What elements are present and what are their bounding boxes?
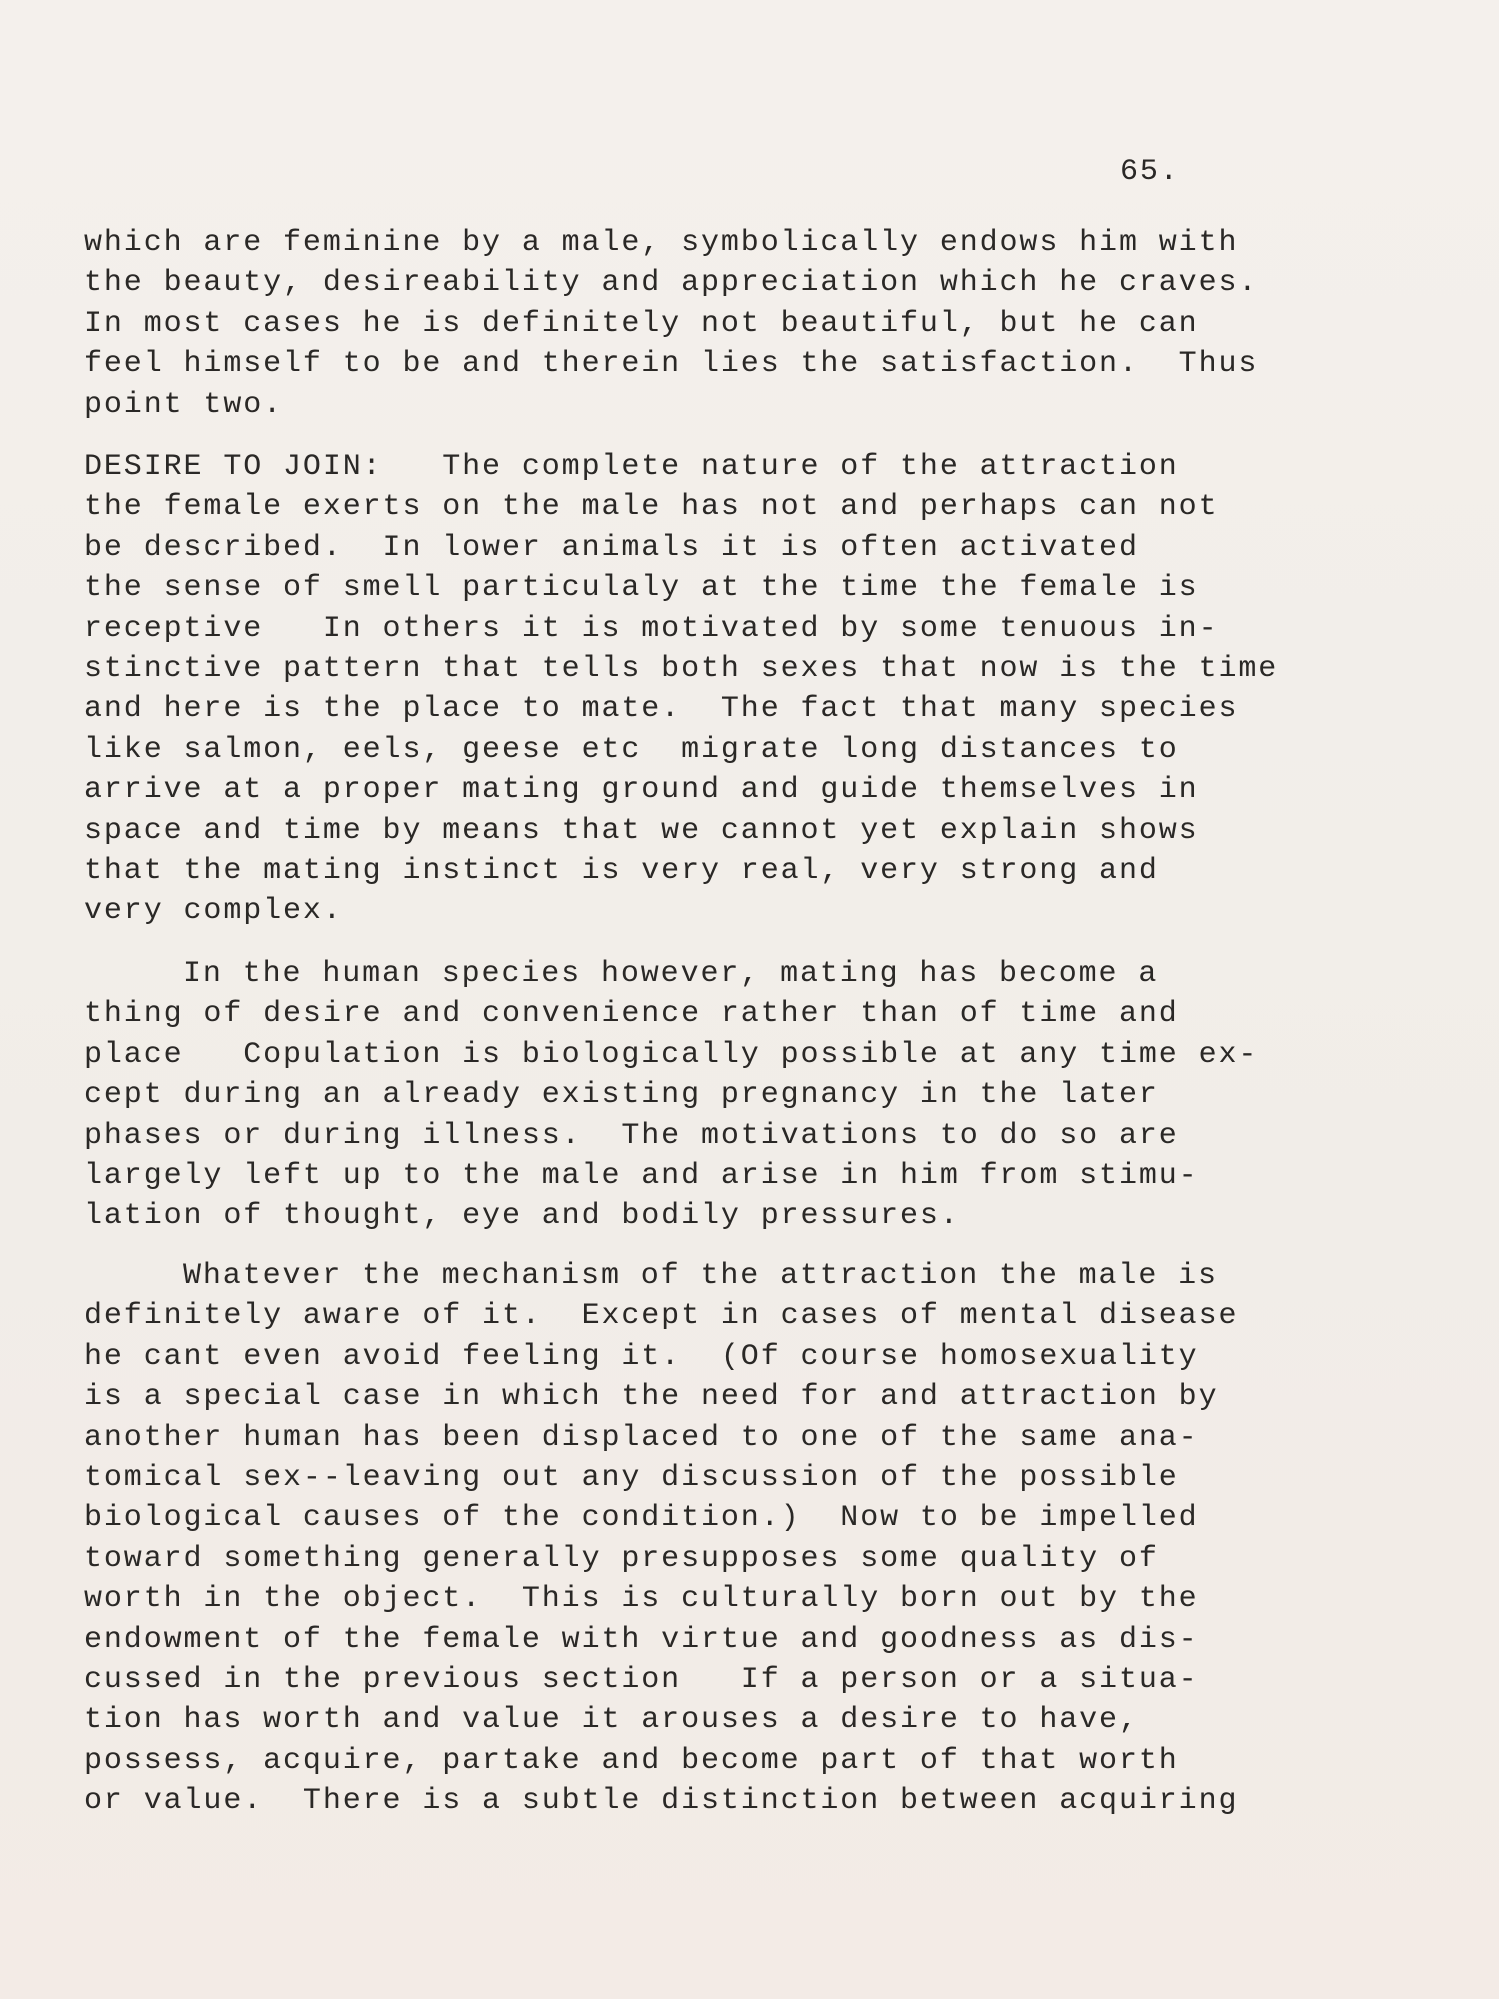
text-line: the beauty, desireability and appreciation which he craves. <box>84 266 1259 301</box>
paragraph-1 <box>84 223 1424 425</box>
text-line: like salmon, eels, geese etc migrate long distances to <box>84 732 1179 767</box>
text-line: arrive at a proper mating ground and guide themselves in <box>84 773 1199 808</box>
text-line: endowment of the female with virtue and goodness as dis- <box>84 1622 1199 1657</box>
paragraph-4 <box>84 1256 1424 1821</box>
text-line: phases or during illness. The motivations to do so are <box>84 1118 1179 1153</box>
text-line: possess, acquire, partake and become part of that worth <box>84 1743 1179 1778</box>
text-line: thing of desire and convenience rather than of time and <box>84 997 1179 1032</box>
text-line: Whatever the mechanism of the attraction the male is <box>183 1259 1218 1293</box>
text-line: and here is the place to mate. The fact that many species <box>84 692 1239 727</box>
text-line: stinctive pattern that tells both sexes that now is the time <box>84 651 1279 686</box>
text-line: DESIRE TO JOIN: The complete nature of the attraction <box>84 450 1179 484</box>
text-line: that the mating instinct is very real, very strong and <box>84 853 1159 888</box>
text-line: place Copulation is biologically possible at any time ex- <box>84 1037 1259 1072</box>
text-line: the sense of smell particulaly at the time the female is <box>84 571 1199 606</box>
text-line: tion has worth and value it arouses a desire to have, <box>84 1703 1139 1738</box>
text-line: he cant even avoid feeling it. (Of course homosexuality <box>84 1339 1199 1374</box>
text-line: space and time by means that we cannot yet explain shows <box>84 813 1199 848</box>
text-line: largely left up to the male and arise in him from stimu- <box>84 1158 1199 1193</box>
text-line: worth in the object. This is culturally born out by the <box>84 1582 1199 1617</box>
text-line: point two. <box>84 387 284 422</box>
text-line: In the human species however, mating has become a <box>183 957 1159 991</box>
text-line: the female exerts on the male has not and perhaps can not <box>84 490 1219 525</box>
text-line: feel himself to be and therein lies the satisfaction. Thus <box>84 347 1259 382</box>
text-line: cussed in the previous section If a person or a situa- <box>84 1662 1199 1697</box>
text-line: is a special case in which the need for and attraction by <box>84 1380 1219 1415</box>
text-line: be described. In lower animals it is often activated <box>84 530 1139 565</box>
text-line: lation of thought, eye and bodily pressures. <box>84 1199 960 1234</box>
text-line: biological causes of the condition.) Now to be impelled <box>84 1501 1199 1536</box>
text-line: toward something generally presupposes some quality of <box>84 1541 1159 1576</box>
text-line: cept during an already existing pregnancy in the later <box>84 1078 1159 1113</box>
text-line: very complex. <box>84 894 343 929</box>
paragraph-2-desire-to-join <box>84 447 1424 932</box>
text-line: which are feminine by a male, symbolically endows him with <box>84 226 1239 260</box>
text-line: another human has been displaced to one of the same ana- <box>84 1420 1199 1455</box>
text-line: tomical sex--leaving out any discussion of the possible <box>84 1460 1179 1495</box>
text-line: or value. There is a subtle distinction between acquiring <box>84 1784 1239 1819</box>
text-line: definitely aware of it. Except in cases of mental disease <box>84 1299 1239 1334</box>
page-number: 65. <box>1120 155 1180 189</box>
paragraph-3 <box>84 954 1424 1237</box>
text-line: receptive In others it is motivated by some tenuous in- <box>84 611 1219 646</box>
text-line: In most cases he is definitely not beautiful, but he can <box>84 306 1199 341</box>
